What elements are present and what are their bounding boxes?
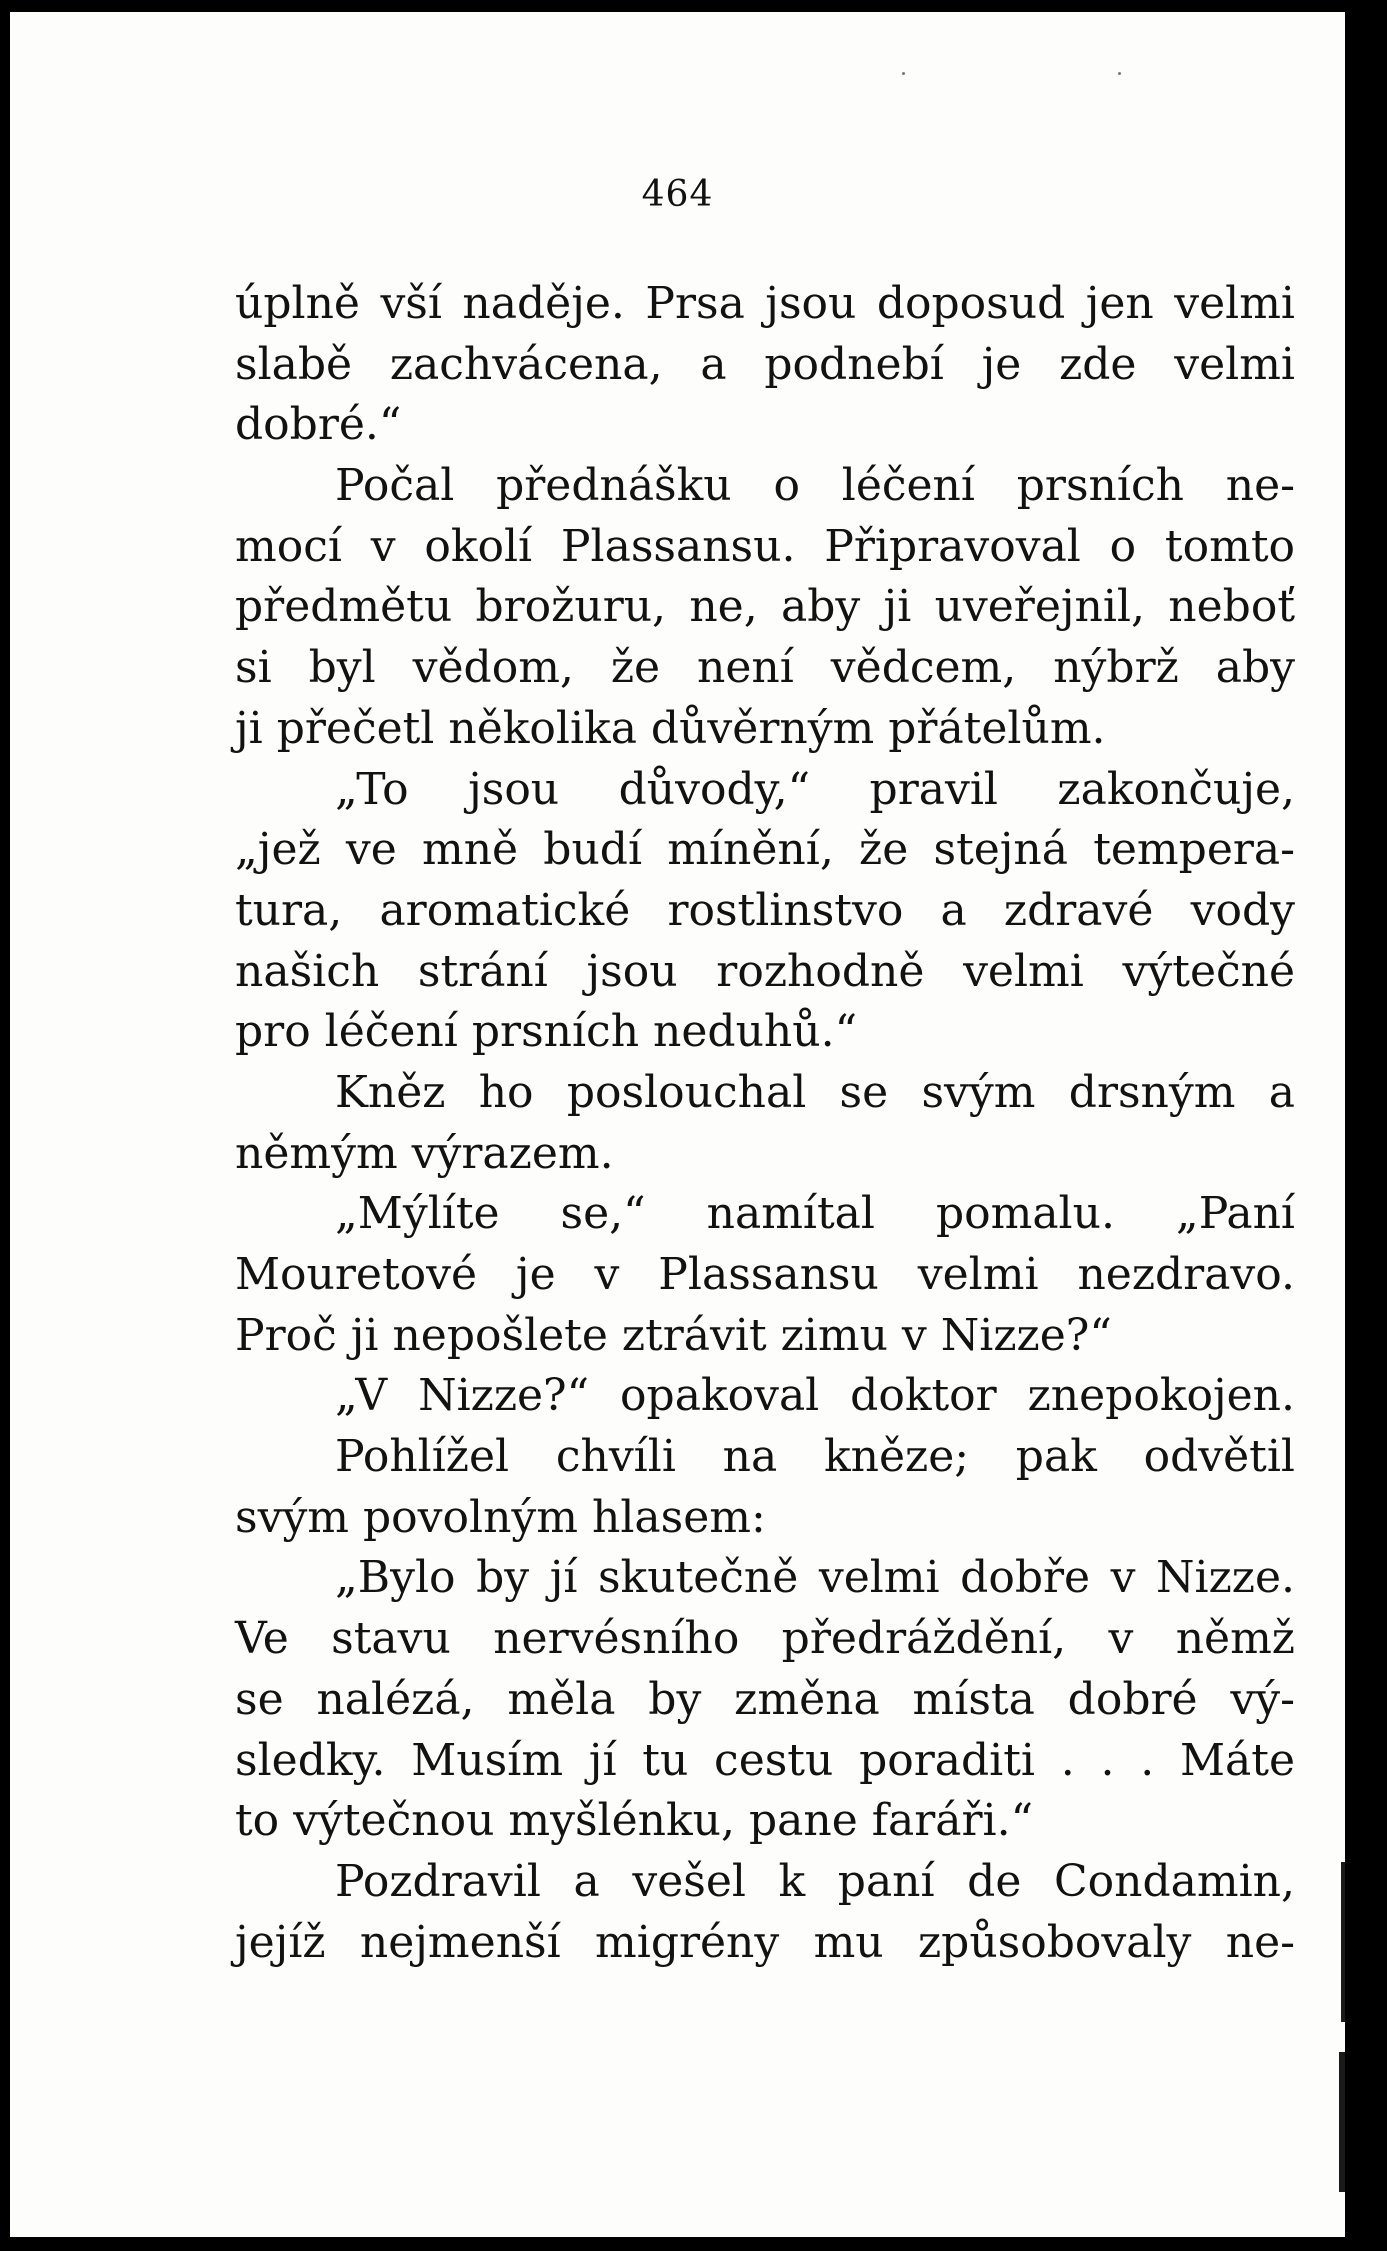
text-line: dobré.“ bbox=[235, 399, 402, 451]
text-line: sledky. Musím jí tu cestu poraditi . . . Máte bbox=[235, 1734, 1295, 1786]
text-line: „To jsou důvody,“ pravil zakončuje, bbox=[335, 763, 1295, 815]
text-line: Ve stavu nervésního předráždění, v němž bbox=[235, 1613, 1295, 1665]
page-number: 464 bbox=[641, 174, 714, 215]
page-edge-mark bbox=[1341, 1862, 1345, 2022]
text-line: předmětu brožuru, ne, aby ji uveřejnil, neboť bbox=[235, 581, 1295, 633]
text-line: to výtečnou myšlénku, pane faráři.“ bbox=[235, 1795, 1034, 1847]
text-line: jejíž nejmenší migrény mu způsobovaly ne- bbox=[235, 1916, 1295, 1968]
text-line: „Bylo by jí skutečně velmi dobře v Nizze. bbox=[335, 1552, 1295, 1604]
text-line: Mouretové je v Plassansu velmi nezdravo. bbox=[235, 1249, 1295, 1300]
text-line: Pozdravil a vešel k paní de Condamin, bbox=[335, 1855, 1295, 1907]
text-line: Počal přednášku o léčení prsních ne- bbox=[335, 460, 1295, 512]
text-line: Kněz ho poslouchal se svým drsným a bbox=[335, 1066, 1295, 1118]
paper-speck bbox=[1118, 72, 1121, 75]
text-line: „jež ve mně budí mínění, že stejná tempera- bbox=[235, 824, 1295, 876]
text-line: úplně vší naděje. Prsa jsou doposud jen velmi bbox=[235, 278, 1295, 329]
paper-speck bbox=[902, 72, 905, 75]
text-line: ji přečetl několika důvěrným přátelům. bbox=[235, 702, 1106, 754]
text-line: Pohlížel chvíli na kněze; pak odvětil bbox=[335, 1431, 1295, 1483]
text-line: slabě zachvácena, a podnebí je zde velmi bbox=[235, 338, 1295, 390]
text-line: „Mýlíte se,“ namítal pomalu. „Paní bbox=[335, 1188, 1295, 1240]
text-line: si byl vědom, že není vědcem, nýbrž aby bbox=[235, 642, 1295, 694]
text-line: svým povolným hlasem: bbox=[235, 1491, 766, 1543]
text-line: „V Nizze?“ opakoval doktor znepokojen. bbox=[335, 1370, 1295, 1422]
page-edge-mark bbox=[1339, 2052, 1345, 2192]
text-line: Proč ji nepošlete ztrávit zimu v Nizze?“ bbox=[235, 1309, 1112, 1361]
text-line: našich strání jsou rozhodně velmi výtečné bbox=[235, 945, 1295, 997]
text-line: němým výrazem. bbox=[235, 1127, 614, 1179]
text-line: mocí v okolí Plassansu. Připravoval o tomto bbox=[235, 520, 1295, 572]
body-text bbox=[235, 274, 1295, 1973]
text-line: pro léčení prsních neduhů.“ bbox=[235, 1006, 858, 1058]
book-page bbox=[10, 12, 1345, 2237]
text-line: se nalézá, měla by změna místa dobré vý- bbox=[235, 1673, 1295, 1725]
text-line: tura, aromatické rostlinstvo a zdravé vody bbox=[235, 884, 1295, 936]
